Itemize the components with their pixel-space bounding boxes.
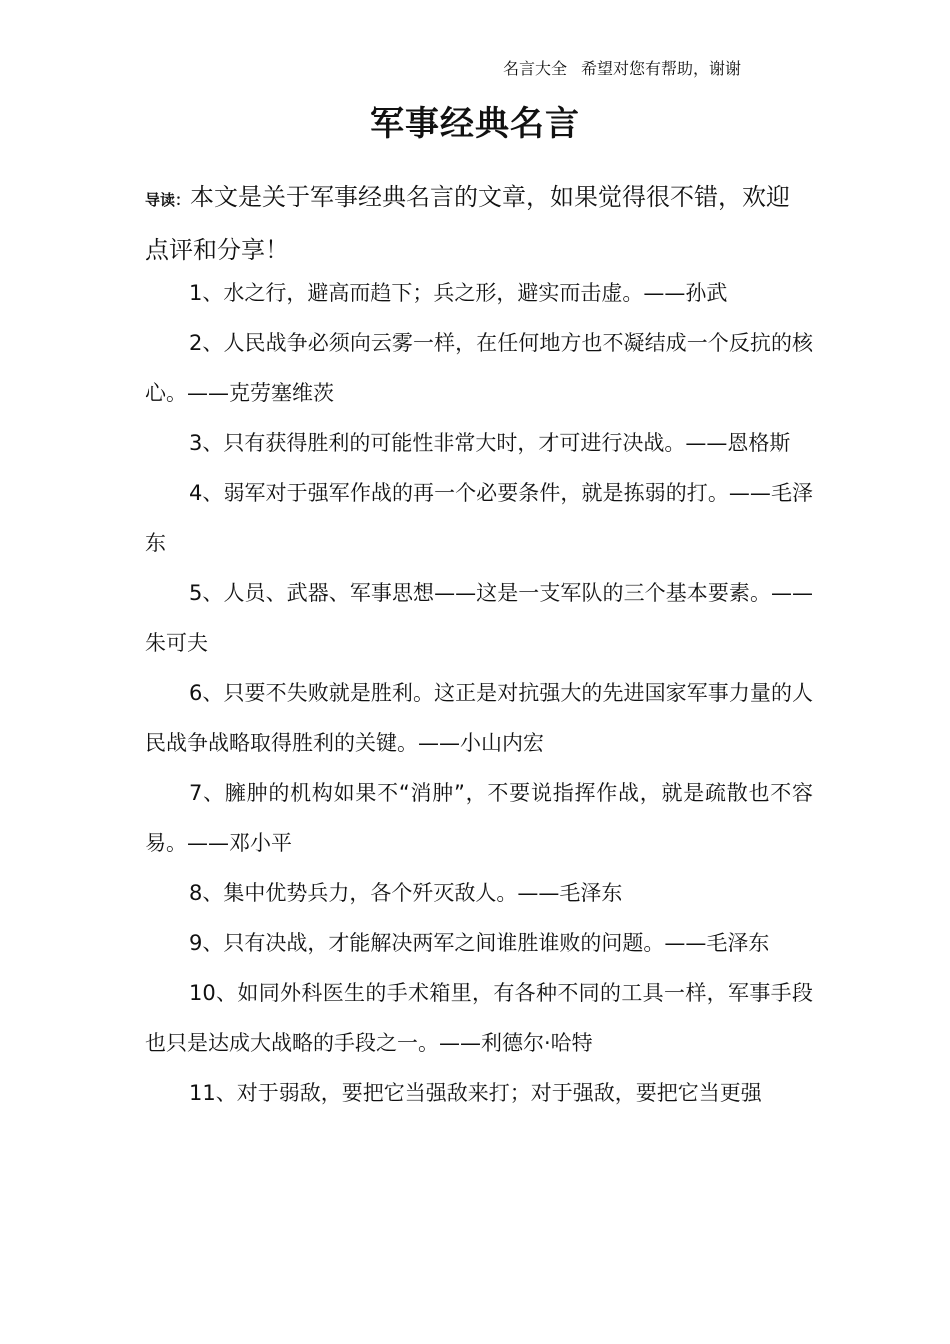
quote-item: 11、对于弱敌，要把它当强敌来打；对于强敌，要把它当更强 [189,1081,762,1105]
quote-list [145,268,813,1118]
intro-text: 本文是关于军事经典名言的文章，如果觉得很不错，欢迎点评和分享！ [145,183,791,264]
header-site-name: 名言大全 [503,59,568,78]
quote-item: 5、人员、武器、军事思想——这是一支军队的三个基本要素。——朱可夫 [145,581,813,655]
quote-item: 1、水之行，避高而趋下；兵之形，避实而击虚。——孙武 [189,281,728,305]
quote-item: 2、人民战争必须向云雾一样，在任何地方也不凝结成一个反抗的核心。——克劳塞维茨 [145,331,813,405]
quote-item: 8、集中优势兵力，各个歼灭敌人。——毛泽东 [189,881,623,905]
quote-item: 10、如同外科医生的手术箱里，有各种不同的工具一样，军事手段也只是达成大战略的手段之一。——利德尔·哈特 [145,981,813,1055]
page-title: 军事经典名言 [370,104,580,144]
intro-label: 导读： [145,191,191,209]
quote-item: 7、臃肿的机构如果不“消肿”，不要说指挥作战，就是疏散也不容易。——邓小平 [145,781,813,855]
header-tagline: 希望对您有帮助，谢谢 [581,59,742,78]
quote-item: 3、只有获得胜利的可能性非常大时，才可进行决战。——恩格斯 [189,431,791,455]
quote-item: 9、只有决战，才能解决两军之间谁胜谁败的问题。——毛泽东 [189,931,770,955]
header-note [503,56,833,79]
quote-item: 4、弱军对于强军作战的再一个必要条件，就是拣弱的打。——毛泽东 [145,481,813,555]
quote-item: 6、只要不失败就是胜利。这正是对抗强大的先进国家军事力量的人民战争战略取得胜利的关键。——小山内宏 [145,681,813,755]
intro-paragraph [145,172,813,275]
